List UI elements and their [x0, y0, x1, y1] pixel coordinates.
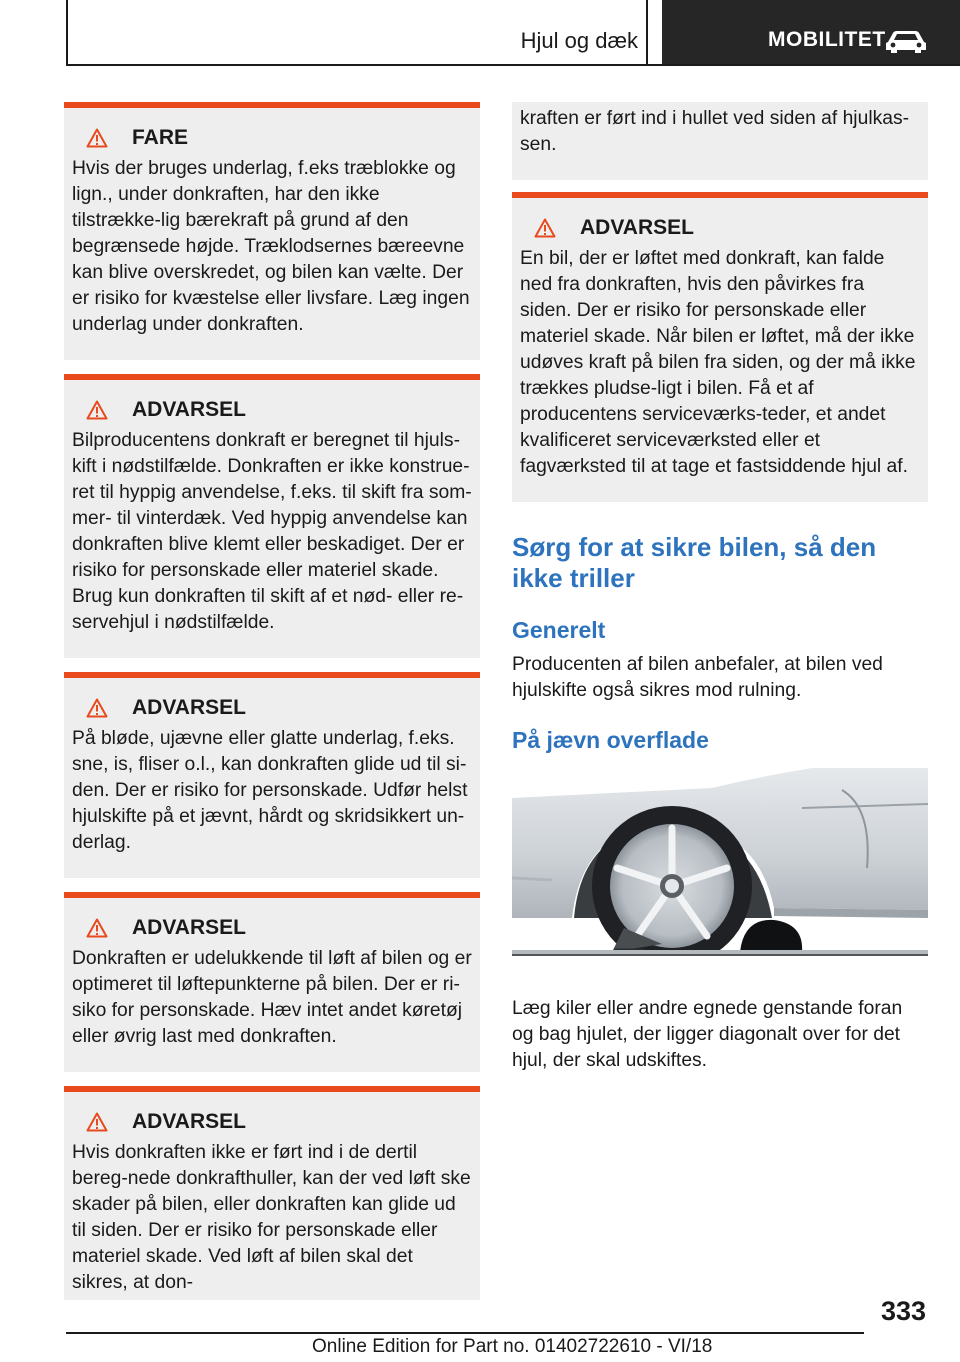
- warning-triangle-icon: [86, 1112, 108, 1132]
- section-heading: Sørg for at sikre bilen, så den ikke triller: [512, 532, 877, 593]
- box-title: ADVARSEL: [132, 1110, 246, 1133]
- box-title: ADVARSEL: [132, 398, 246, 421]
- warning-box: [64, 374, 480, 658]
- box-text: På bløde, ujævne eller glatte underlag, f.eks. sne, is, fliser o.l., kan donkraften glide ud til si-den. Der er risiko for personskade. Udfør helst hjulskifte på et jævnt, hårdt og skridsikkert un-derlag.: [72, 728, 468, 853]
- box-title: FARE: [132, 126, 189, 149]
- box-title: ADVARSEL: [580, 216, 694, 239]
- box-text: En bil, der er løftet med donkraft, kan falde ned fra donkraften, hvis den påvirkes fra siden. Der er risiko for personskade eller materiel skade. Når bilen er løftet, må der ikke udøves kraft på bilen fra siden, og der må ikke trækkes pludse-ligt i bilen. Få et af producentens serviceværks-teder, et andet kvalificeret serviceværksted eller et fagværksted til at tage et fastsiddende hjul af.: [520, 248, 916, 477]
- header-rule: [66, 64, 960, 66]
- warning-triangle-icon: [86, 698, 108, 718]
- subheading-general: Generelt: [512, 617, 606, 643]
- wheel-chock-illustration: [512, 768, 928, 956]
- warning-triangle-icon: [534, 218, 556, 238]
- warning-box: [64, 1086, 480, 1300]
- footer-rule: [66, 1332, 864, 1334]
- warning-triangle-icon: [86, 918, 108, 938]
- danger-box: [64, 102, 480, 360]
- box-title: ADVARSEL: [132, 696, 246, 719]
- box-text: Bilproducentens donkraft er beregnet til hjuls-kift i nødstilfælde. Donkraften er ikke konstrue-ret til hyppig anvendelse, f.eks. til skift fra som-mer- til vinterdæk. Ved hyppig anvendelse kan donkraften blive klemt eller beskadiget. Der er risiko for personskade eller materiel skade. Brug kun donkraften til skift af et nød- eller re-servehjul i nødstilfælde.: [72, 430, 472, 633]
- chapter-tab: [662, 0, 960, 64]
- subheading-level-surface: På jævn overflade: [512, 727, 709, 753]
- warning-triangle-icon: [86, 128, 108, 148]
- paragraph: Læg kiler eller andre egnede genstande foran og bag hjulet, der ligger diagonalt over for det hjul, der skal udskiftes.: [512, 998, 903, 1071]
- left-column: [64, 102, 480, 1314]
- box-text: Hvis der bruges underlag, f.eks træblokke og lign., under donkraften, har den ikke tilstrække-lig bærekraft på grund af den begrænsede højde. Træklodsernes bæreevne kan blive overskredet, og bilen kan vælte. Der er risiko for kvæstelse eller livsfare. Læg ingen underlag under donkraften.: [72, 158, 470, 335]
- edition-note: Online Edition for Part no. 01402722610 - VI/18: [312, 1336, 713, 1357]
- car-wheel-image: [512, 768, 928, 954]
- warning-box: [512, 192, 928, 502]
- box-text: kraften er ført ind i hullet ved siden af hjulkas-sen.: [520, 108, 910, 155]
- box-text: Donkraften er udelukkende til løft af bilen og er optimeret til løftepunkterne på bilen. Der er ri-siko for personskade. Hæv intet andet køretøj eller øvrig last med donkraften.: [72, 948, 472, 1047]
- right-column: [512, 102, 928, 1096]
- warning-box: [64, 672, 480, 878]
- box-text: Hvis donkraften ikke er ført ind i de dertil bereg-nede donkrafthuller, kan der ved løft ske skader på bilen, eller donkraften kan glide ud til siden. Der er risiko for personskade eller materiel skade. Ved løft af bilen skal det sikres, at don-: [72, 1142, 471, 1293]
- car-icon: [884, 28, 928, 54]
- chapter-title: MOBILITET: [768, 28, 886, 51]
- warning-box: [64, 892, 480, 1072]
- page-number: 333: [880, 1296, 926, 1326]
- warning-triangle-icon: [86, 400, 108, 420]
- section-title: Hjul og dæk: [520, 28, 638, 53]
- paragraph: Producenten af bilen anbefaler, at bilen ved hjulskifte også sikres mod rulning.: [512, 654, 883, 701]
- box-title: ADVARSEL: [132, 916, 246, 939]
- warning-box-continuation: [512, 102, 928, 180]
- header-section-tab: [66, 0, 648, 64]
